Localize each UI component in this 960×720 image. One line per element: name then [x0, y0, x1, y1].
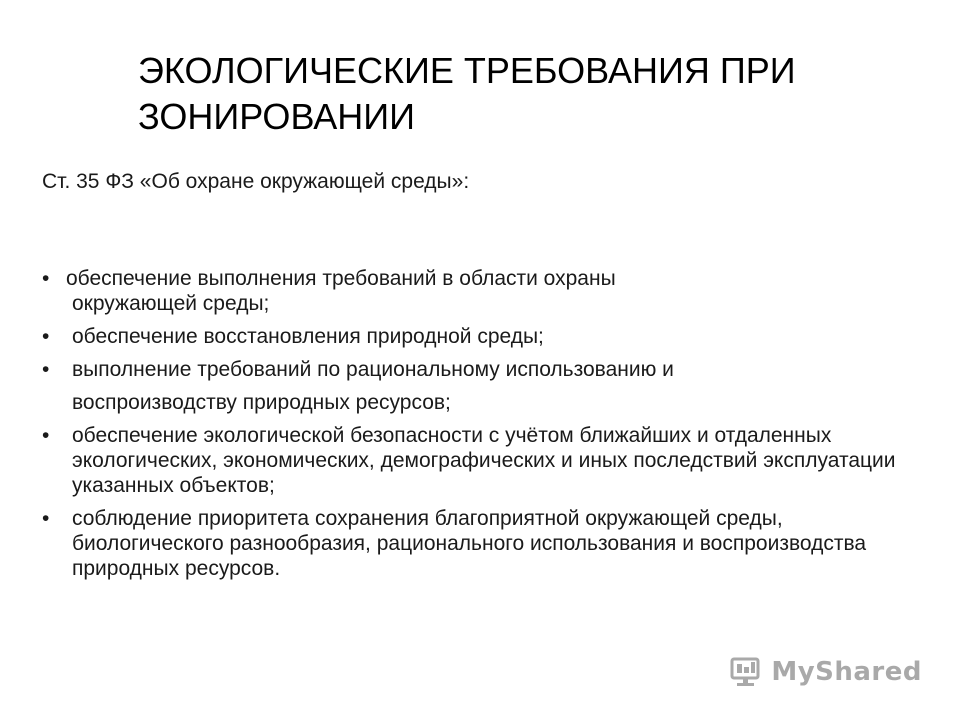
bullet-text-line2: окружающей среды; — [72, 292, 270, 315]
list-item — [42, 266, 922, 316]
bullet-list — [42, 266, 922, 589]
bullet-marker: • — [42, 267, 50, 290]
bullet-marker: • — [42, 424, 50, 447]
bullet-text-line1: выполнение требований по рациональному использованию и — [72, 358, 674, 381]
watermark-text: MyShared — [771, 657, 922, 687]
slide-subtitle: Ст. 35 ФЗ «Об охране окружающей среды»: — [42, 170, 470, 193]
bullet-text: обеспечение восстановления природной среды; — [72, 325, 544, 348]
bullet-marker: • — [42, 325, 50, 348]
bullet-marker: • — [42, 358, 50, 381]
watermark-logo — [729, 656, 922, 688]
bullet-marker: • — [42, 507, 50, 530]
slide-title: ЭКОЛОГИЧЕСКИЕ ТРЕБОВАНИЯ ПРИ ЗОНИРОВАНИИ — [138, 50, 796, 137]
bullet-text-line2: воспроизводству природных ресурсов; — [72, 391, 451, 414]
list-item — [42, 357, 922, 415]
list-item — [42, 506, 922, 581]
bullet-text: соблюдение приоритета сохранения благоприятной окружающей среды, биологического разнообразия, рационального использования и воспроизводства природных ресурсов. — [72, 507, 867, 580]
bullet-text: обеспечение экологической безопасности с учётом ближайших и отдаленных экологических, экономических, демографических и иных последствий эксплуатации указанных объектов; — [72, 424, 896, 497]
bullet-text-line1: обеспечение выполнения требований в области охраны — [66, 267, 616, 290]
presentation-screen-icon — [729, 656, 763, 688]
list-item — [42, 324, 922, 349]
list-item — [42, 423, 922, 498]
